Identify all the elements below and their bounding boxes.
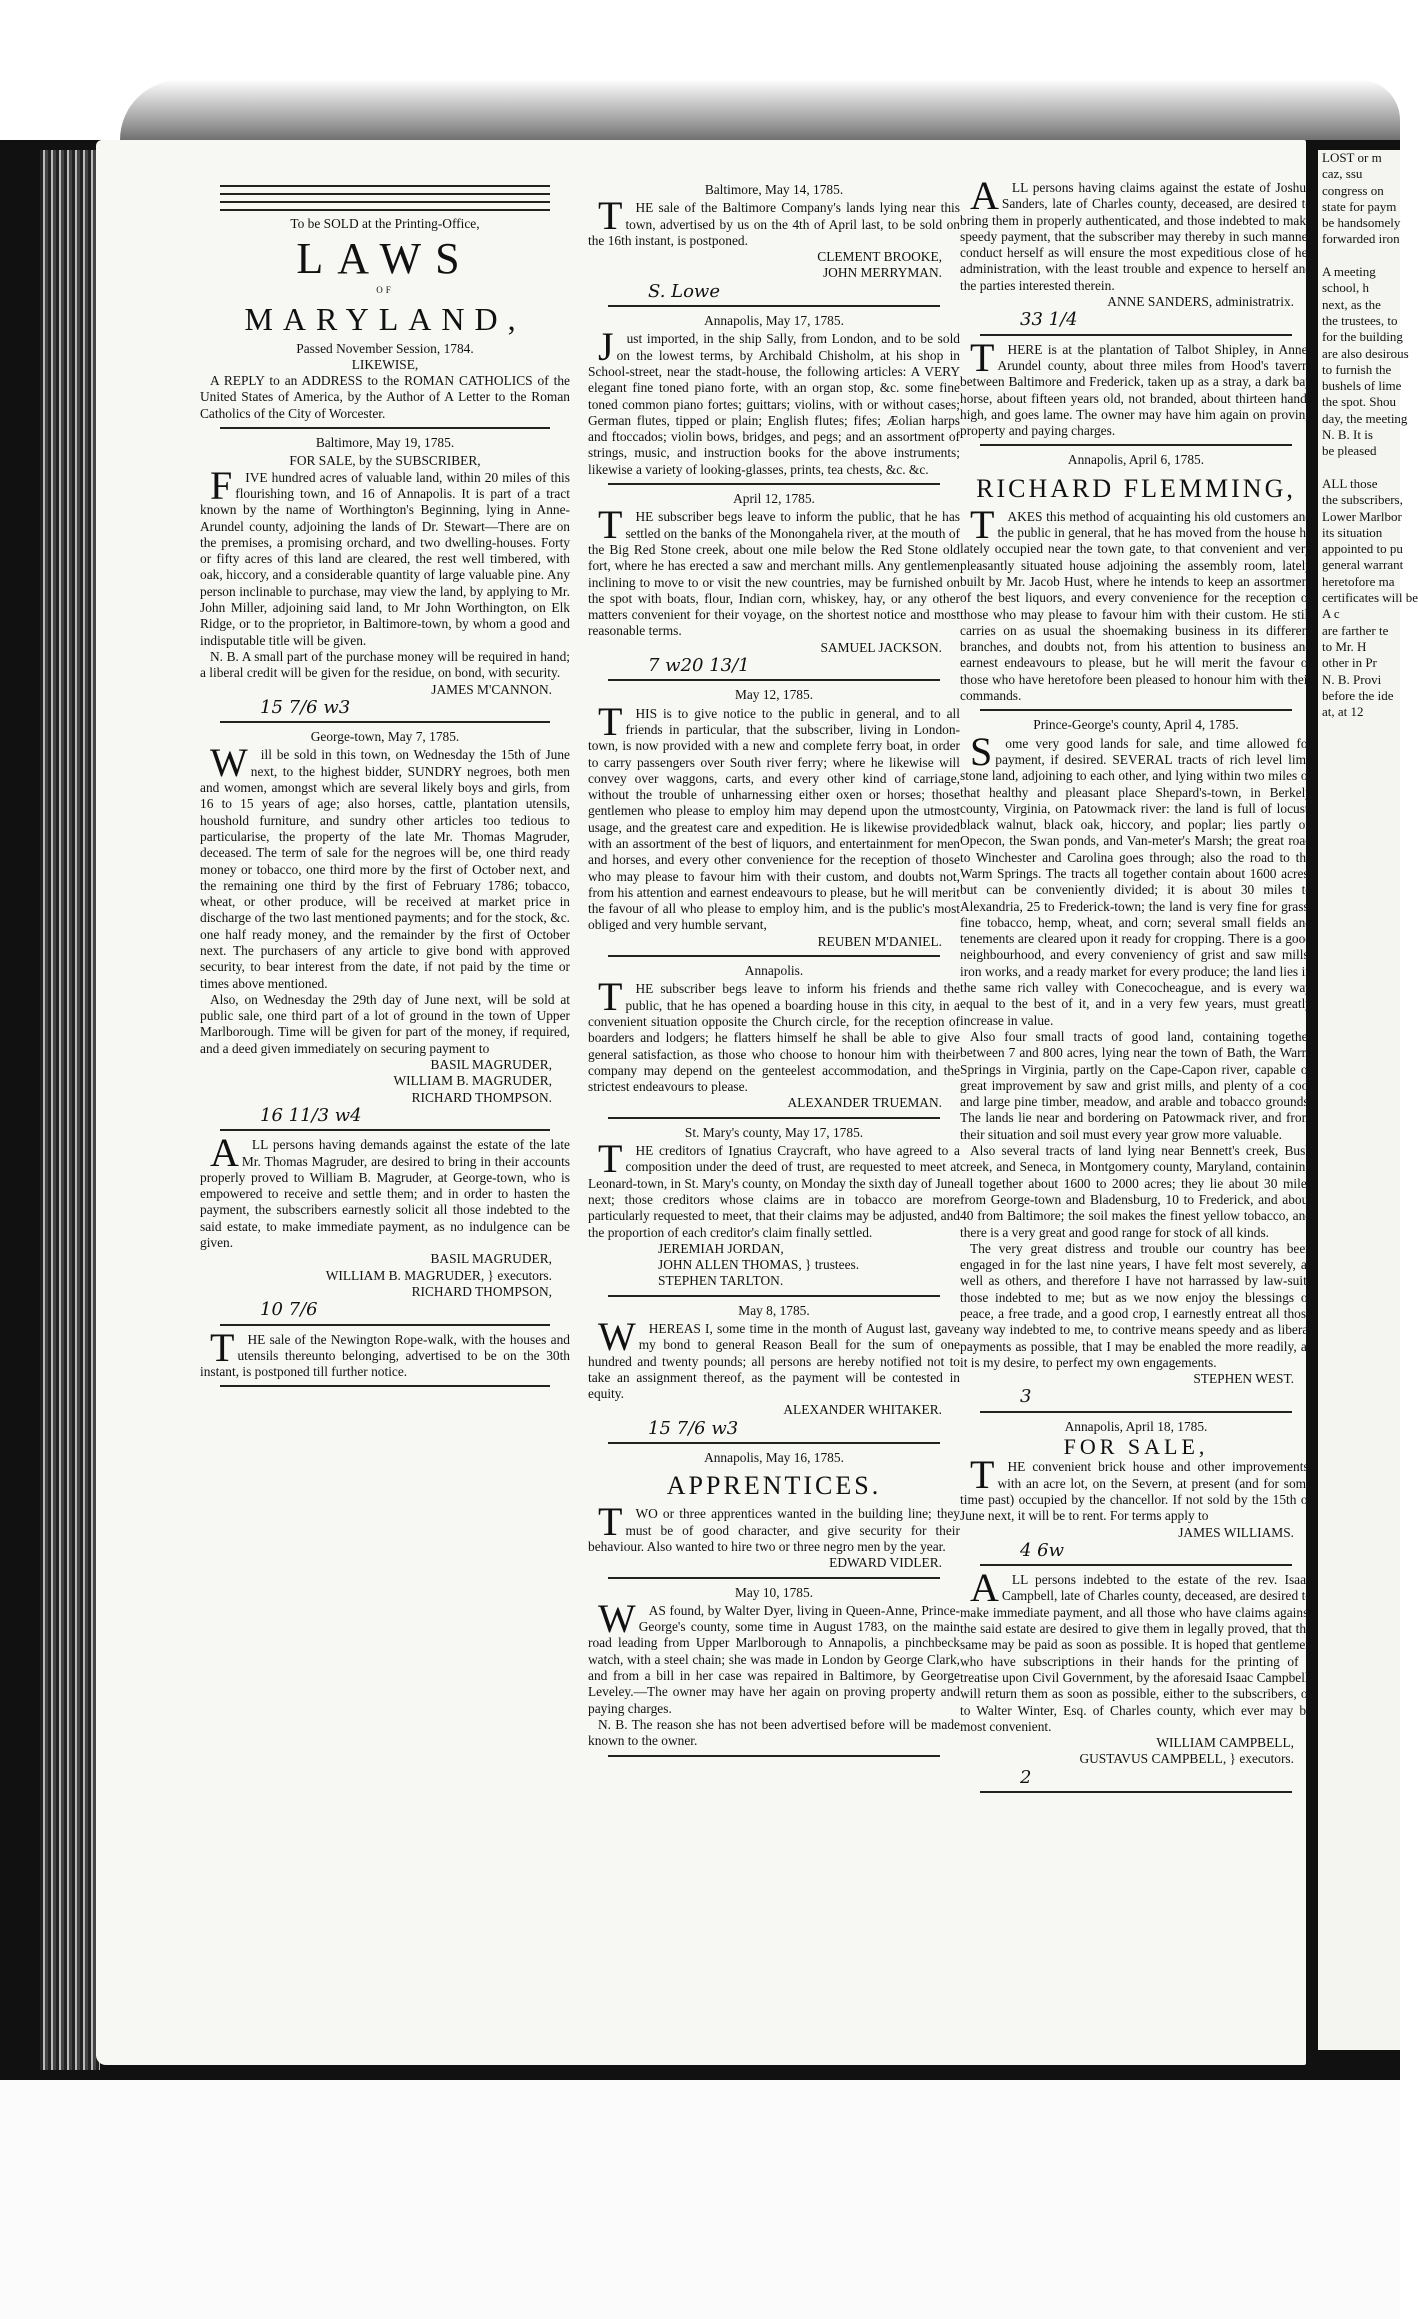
signer-name: RICHARD THOMPSON. bbox=[411, 1089, 552, 1105]
signer-name: WILLIAM B. MAGRUDER, } executors. bbox=[325, 1267, 552, 1283]
signer-name: WILLIAM B. MAGRUDER, bbox=[393, 1073, 552, 1089]
notice-body: TAKES this method of acquainting his old customers and the public in general, that he has moved from the house he lately occupied near the town gate, to that convenient and very pleasantly situated house adjoining the assembly room, lately built by Mr. Jacob Hust, where he intends to keep an assortment of the best liquors, and every convenience for the reception of those who may please to favour him with their custom. He still carries on as usual the shoemaking business in its different branches, and doubts not, from his attention to business and earnest endeavours to please, but he will merit the favour of those who have heretofore been pleased to honour him with their commands. bbox=[960, 501, 1312, 704]
rule-divider bbox=[608, 1755, 940, 1757]
facing-page-line: school, h bbox=[1322, 280, 1369, 296]
signer-name: ALEXANDER TRUEMAN. bbox=[787, 1095, 942, 1111]
rule-divider bbox=[220, 1324, 550, 1326]
dateline: Prince-George's county, April 4, 1785. bbox=[1033, 717, 1239, 733]
trustee-name: JEREMIAH JORDAN, bbox=[658, 1240, 784, 1256]
notice-body: Just imported, in the ship Sally, from London, and to be sold on the lowest terms, by Archibald Chisholm, at his shop in School-street, near the stadt-house, the following articles: A VERY elegant fine toned piano forte, with an organ stop, &c. some fine toned common piano fortes; guittars; violins, with or without cases; German flutes, tipped or plain; English flutes; fifes; Æolian harps and ftoccados; violin bows, bridges, and pegs; and an assortment of strings, music, and instruction books for the above instruments; likewise a variety of looking-glasses, prints, tea chests, &c. &c. bbox=[588, 324, 960, 477]
rule-divider bbox=[608, 1295, 940, 1297]
facing-page-line: state for paym bbox=[1322, 198, 1397, 214]
facing-page-line: other in Pr bbox=[1322, 655, 1377, 671]
notice-body: THE creditors of Ignatius Craycraft, who have agreed to a composition under the deed of trust, are requested to meet at Leonard-town, in St. Mary's county, on Monday the sixth day of June next; those creditors whose claims are in tobacco are more particularly requested to meet, that their claims may be adjusted, and the proportion of each creditor's claim finally settled. bbox=[588, 1136, 960, 1240]
maryland-title: MARYLAND, bbox=[244, 300, 526, 337]
rule-divider bbox=[980, 709, 1292, 711]
signer-name: BASIL MAGRUDER, bbox=[430, 1251, 552, 1267]
session-line: Passed November Session, 1784. bbox=[296, 340, 474, 356]
notice-body: THE sale of the Newington Rope-walk, with the houses and utensils thereunto belonging, advertised to be on the 30th instant, is postponed till further notice. bbox=[200, 1324, 570, 1380]
notice-col3-1 bbox=[960, 334, 1312, 447]
facing-page-line: forwarded iron bbox=[1322, 231, 1400, 247]
notice-extra: N. B. The reason she has not been advertised before will be made known to the owner. bbox=[588, 1716, 960, 1749]
facing-page-line bbox=[1322, 460, 1400, 476]
notice-body: Will be sold in this town, on Wednesday the 15th of June next, to the highest bidder, SUNDRY negroes, both men and women, amongst which are several likely boys and girls, from 16 to 15 years of age; also horses, cattle, plantation utensils, houshold furniture, and sundry other articles too tedious to particularise, the property of the late Mr. Thomas Magruder, deceased. The term of sale for the negroes will be, one third ready money or tobacco, one third more by the first of October next, and the remaining one third by the first of February 1786; tobacco, wheat, or other produce, will be received at market price in discharge of the two last mentioned payments; and for the stock, &c. one half ready money, and the remainder by the first of October next. The purchasers of any article to give bond with approved security, to bear interest from the date, if not paid by the time or times above mentioned. bbox=[200, 740, 570, 991]
facing-page-line: ALL those bbox=[1322, 475, 1378, 491]
likewise-line: LIKEWISE, bbox=[351, 356, 419, 372]
dateline: April 12, 1785. bbox=[733, 491, 815, 507]
rule-divider bbox=[608, 1117, 940, 1119]
notice-col3-3 bbox=[960, 717, 1312, 1412]
dateline: Annapolis, May 17, 1785. bbox=[704, 313, 844, 329]
dateline: Annapolis, April 18, 1785. bbox=[1064, 1418, 1208, 1434]
notice-body: TWO or three apprentices wanted in the building line; they must be of good character, and give security for their behaviour. Also wanted to hire two or three negro men by the year. bbox=[588, 1499, 960, 1554]
facing-page-line: LOST or m bbox=[1322, 150, 1382, 165]
facing-page-line: are farther te bbox=[1322, 622, 1389, 638]
rule-divider bbox=[980, 1564, 1292, 1566]
column-3 bbox=[960, 173, 1312, 1799]
signer-name: CLEMENT BROOKE, bbox=[817, 249, 942, 265]
trustee-name: JOHN ALLEN THOMAS, } trustees. bbox=[658, 1257, 860, 1273]
signer-name: SAMUEL JACKSON. bbox=[820, 639, 942, 655]
facing-page-text bbox=[1318, 150, 1418, 720]
handwritten-annotation: 2 bbox=[1020, 1766, 1032, 1788]
notice-col3-4 bbox=[960, 1419, 1312, 1566]
notice-body: THERE is at the plantation of Talbot Shipley, in Anne-Arundel county, about three miles from Hood's tavern, between Baltimore and Frederick, taken up as a stray, a dark bay horse, about fifteen years old, not branded, about thirteen hands high, and goes lame. The owner may have him again on proving property and paying charges. bbox=[960, 334, 1312, 439]
rule-divider bbox=[980, 1791, 1292, 1793]
rule-divider bbox=[220, 1385, 550, 1387]
signer-name: RICHARD THOMPSON, bbox=[411, 1283, 552, 1299]
facing-page-line: N. B. Provi bbox=[1322, 671, 1382, 687]
facing-page-line: its situation bbox=[1322, 524, 1383, 540]
facing-page-line: congress on bbox=[1322, 182, 1384, 198]
sold-line: To be SOLD at the Printing-Office, bbox=[290, 216, 480, 231]
rule-divider bbox=[220, 209, 550, 211]
facing-page-line: heretofore ma bbox=[1322, 573, 1395, 589]
facing-page-line: for the building bbox=[1322, 329, 1403, 345]
signer-name: STEPHEN WEST. bbox=[1193, 1371, 1294, 1387]
rule-divider bbox=[220, 1129, 550, 1131]
notice-body: THE sale of the Baltimore Company's lands lying near this town, advertised by us on the 4th of April last, to be sold on the 16th instant, is postponed. bbox=[588, 193, 960, 248]
signer-name: WILLIAM CAMPBELL, bbox=[1156, 1735, 1294, 1751]
notice-col1-4 bbox=[200, 435, 570, 723]
notice-extra: N. B. A small part of the purchase money will be required in hand; a liberal credit will be given for the residue, on bond, with security. bbox=[200, 648, 570, 681]
signer-name: ANNE SANDERS, administratrix. bbox=[1107, 294, 1294, 310]
book-binding bbox=[40, 150, 100, 2070]
notice-col2-1 bbox=[588, 313, 960, 485]
notice-body: THIS is to give notice to the public in general, and to all friends in particular, that the subscriber, living in London-town, is now provided with a new and complete ferry boat, in order to carry passengers over South river ferry; where he likewise will convey over waggons, carts, and every other kind of carriage, without the trouble of unharnessing either oxen or horses; those gentlemen who please to employ him may depend upon the utmost usage, and the greatest care and expedition. He is likewise provided with an assortment of the best of liquors, and entertainment for men and horses, and every other convenience for the reception of those who may please to favour him with their custom, and doubts not, from his attention and earnest endeavours to please, but he will merit the favour of all who please to employ him, and is the public's most obliged and very humble servant, bbox=[588, 698, 960, 933]
handwritten-annotation: 7 w20 13/1 bbox=[648, 655, 750, 677]
dateline: Annapolis, April 6, 1785. bbox=[1067, 452, 1205, 468]
dateline: Annapolis, May 16, 1785. bbox=[704, 1450, 844, 1466]
facing-page-line: the trustees, to bbox=[1322, 312, 1398, 328]
facing-page-line: N. B. It is bbox=[1322, 427, 1373, 443]
handwritten-annotation: 33 1/4 bbox=[1020, 309, 1078, 331]
notice-body: WHEREAS I, some time in the month of August last, gave my bond to general Reason Beall for the sum of one hundred and twenty pounds; all persons are hereby notified not to take an assignment thereof, as the payment will be contested in equity. bbox=[588, 1314, 960, 1402]
rule-divider bbox=[980, 1411, 1292, 1413]
notice-col3-5 bbox=[960, 1565, 1312, 1793]
notice-heading: APPRENTICES. bbox=[666, 1471, 882, 1501]
rule-divider bbox=[608, 955, 940, 957]
signer-name: JOHN MERRYMAN. bbox=[822, 265, 942, 281]
handwritten-annotation: 10 7/6 bbox=[260, 1299, 318, 1321]
dateline: St. Mary's county, May 17, 1785. bbox=[684, 1124, 864, 1140]
handwritten-annotation: S. Lowe bbox=[648, 280, 720, 302]
dateline: Baltimore, May 14, 1785. bbox=[704, 182, 844, 197]
notice-body: Some very good lands for sale, and time allowed for payment, if desired. SEVERAL tracts of rich level lime stone land, adjoining to each other, and lying within two miles of that healthy and pleasant place Shepard's-town, in Berkely county, Virginia, on Patowmack river: the land is full of locust, black walnut, black oak, hiccory, and poplar; lies partly on Opecon, the Swan ponds, and Van-meter's Marsh; the great road to Winchester and Carolina goes through; also the road to the Warm Springs. The tracts all together contain about 1600 acres, but can be conveniently divided; it is about 30 miles to Alexandria, 25 to Frederick-town; the land is very fine for grass, fine tobacco, hemp, wheat, and corn; several small fields and tenements are cleared upon it ready for cropping. There is a good neighbourhood, and every conveniency of grist and saw mills, iron works, and a ready market for every produce; the land lies in the same rich valley with Conecocheague, and is every way equal to the best of it, and in a very few years, must greatly increase in value. bbox=[960, 728, 1312, 1028]
notice-body: ALL persons indebted to the estate of the rev. Isaac Campbell, late of Charles county, deceased, are desired to make immediate payment, and all those who have claims against the said estate are desired to give them in legally proved, that the same may be paid as soon as possible. It is hoped that gentlemen who have subscriptions in their hands for the printing of a treatise upon Civil Government, by the aforesaid Isaac Campbell, will return them as soon as possible, either to the subscribers, or to Walter Winter, Esq. of Charles county, which ever may be most convenient. bbox=[960, 1565, 1312, 1734]
facing-page-line: are also desirous bbox=[1322, 345, 1409, 361]
facing-page-line: A c bbox=[1322, 606, 1340, 622]
dateline: George-town, May 7, 1785. bbox=[310, 729, 460, 745]
dateline: May 8, 1785. bbox=[738, 1302, 810, 1318]
laws-title: LAWS bbox=[296, 234, 474, 284]
reply-text: A REPLY to an ADDRESS to the ROMAN CATHOLICS of the United States of America, by the Author of A Letter to the Roman Catholics of the City of Worcester. bbox=[200, 373, 570, 421]
notice-col2-7 bbox=[588, 1450, 960, 1578]
notice-col2-3 bbox=[588, 687, 960, 957]
facing-page-line: A meeting bbox=[1322, 264, 1376, 280]
handwritten-annotation: 4 6w bbox=[1020, 1539, 1065, 1561]
facing-page-line: certificates will be bbox=[1322, 590, 1418, 606]
notice-extra2: Also several tracts of land lying near Bennett's creek, Bush creek, and Seneca, in Montgomery county, Maryland, containing all together about 1600 to 2000 acres; they lie about 30 miles from George-town and Bladensburg, 10 to Frederick, and about 40 from Baltimore; the soil makes the finest yellow tobacco, and there is a very great and good range for stock of all kinds. bbox=[960, 1143, 1312, 1240]
facing-page-strip bbox=[1318, 150, 1418, 2050]
notice-col2-0 bbox=[588, 182, 960, 307]
rule-divider bbox=[220, 185, 550, 187]
facing-page-line: the subscribers, bbox=[1322, 492, 1403, 508]
notice-col2-6 bbox=[588, 1303, 960, 1444]
rule-divider bbox=[980, 444, 1292, 446]
notice-body: THE convenient brick house and other improvements, with an acre lot, on the Severn, at present (and for some time past) occupied by the chancellor. If not sold by the 15th of June next, it will be to rent. For terms apply to bbox=[960, 1452, 1312, 1524]
facing-page-line: Lower Marlbor bbox=[1322, 508, 1402, 524]
notice-col2-8 bbox=[588, 1585, 960, 1757]
facing-page-line: next, as the bbox=[1322, 296, 1381, 312]
facing-page-line: be handsomely bbox=[1322, 215, 1401, 231]
notice-heading: FOR SALE, by the SUBSCRIBER, bbox=[289, 453, 481, 469]
handwritten-annotation: 3 bbox=[1020, 1386, 1032, 1408]
rule-divider bbox=[608, 483, 940, 485]
notice-body: ALL persons having demands against the estate of the late Mr. Thomas Magruder, are desired to bring in their accounts properly proved to William B. Magruder, at George-town, who is empowered to receive and settle them; and in order to hasten the payment, the subscribers earnestly solicit all those indebted to the said estate, to make immediate payment, as no indulgence can be given. bbox=[200, 1130, 570, 1251]
notice-col1-3 bbox=[200, 209, 570, 429]
handwritten-annotation: 15 7/6 w3 bbox=[648, 1417, 739, 1439]
facing-page-line: the spot. Shou bbox=[1322, 394, 1397, 410]
notice-heading: FOR SALE, bbox=[1063, 1434, 1209, 1460]
trustee-name: STEPHEN TARLTON. bbox=[658, 1273, 784, 1289]
dateline: Baltimore, May 19, 1785. bbox=[315, 435, 455, 451]
notice-col1-6 bbox=[200, 1130, 570, 1325]
signer-name: GUSTAVUS CAMPBELL, } executors. bbox=[1079, 1751, 1294, 1767]
handwritten-annotation: 15 7/6 w3 bbox=[260, 696, 351, 718]
rule-divider bbox=[608, 305, 940, 307]
notice-col2-4 bbox=[588, 963, 960, 1119]
facing-page-line: to Mr. H bbox=[1322, 638, 1367, 654]
signer-name: REUBEN M'DANIEL. bbox=[817, 933, 942, 949]
notice-extra: Also, on Wednesday the 29th day of June next, will be sold at public sale, one third part of a lot of ground in the town of Upper Marlborough. Time will be given for part of the money, if required, and a deed given immediately on securing payment to bbox=[200, 991, 570, 1056]
facing-page-line: at, at 12 bbox=[1322, 704, 1364, 720]
facing-page-line: be pleased bbox=[1322, 443, 1377, 459]
dateline: Annapolis. bbox=[744, 963, 804, 979]
rule-divider bbox=[608, 679, 940, 681]
facing-page-line: to furnish the bbox=[1322, 361, 1392, 377]
notice-heading: RICHARD FLEMMING, bbox=[976, 473, 1296, 503]
facing-page-line: bushels of lime bbox=[1322, 378, 1402, 394]
notice-body: THE subscriber begs leave to inform the public, that he has settled on the banks of the Monongahela river, at the mouth of the Big Red Stone creek, about one mile below the Red Stone old fort, where he has erected a saw and merchant mills. Any gentlemen inclining to move to or visit the new countries, may be furnished on the spot with boats, flour, Indian corn, whiskey, hay, or any other matters convenient for their voyage, on the shortest notice and most reasonable terms. bbox=[588, 502, 960, 639]
of-word: OF bbox=[376, 285, 394, 296]
signer-name: JAMES M'CANNON. bbox=[431, 681, 552, 697]
notice-col1-2 bbox=[200, 201, 570, 203]
notice-col2-2 bbox=[588, 491, 960, 681]
rule-divider bbox=[220, 193, 550, 195]
notice-col3-0 bbox=[960, 173, 1312, 336]
notice-body: ALL persons having claims against the estate of Joshua Sanders, late of Charles county, deceased, are desired to bring them in properly authenticated, and those indebted to make speedy payment, that the subscriber may thereby in such manner conduct herself as will ensure the most expeditious close of her administration, with the least trouble and expence to herself and the parties interested therein. bbox=[960, 173, 1312, 293]
facing-page-line: day, the meeting bbox=[1322, 410, 1408, 426]
notice-col1-7 bbox=[200, 1324, 570, 1388]
facing-page-line: appointed to pu bbox=[1322, 541, 1403, 557]
notice-extra: Also four small tracts of good land, containing together between 7 and 800 acres, lying near the town of Bath, the Warm Springs in Virginia, partly on the Cape-Capon river, capable of great improvement by saw and grist mills, and plenty of a cool and large pine timber, meadow, and arable and tobacco grounds. The lands lie near and bordering on Patowmack river, and from their situation and soil must every year grow more valuable. bbox=[960, 1028, 1312, 1142]
notice-col1-0 bbox=[200, 185, 570, 187]
signer-name: JAMES WILLIAMS. bbox=[1178, 1524, 1294, 1540]
rule-divider bbox=[608, 1442, 940, 1444]
notice-body: WAS found, by Walter Dyer, living in Queen-Anne, Prince-George's county, some time in August 1783, on the main road leading from Upper Marlborough to Annapolis, a pinchbeck watch, with a steel chain; she was made in London by George Clark, and from a bill in her case was repaired in Baltimore, by George Leveley.—The owner may have her again on proving property and paying charges. bbox=[588, 1595, 960, 1716]
signer-name: BASIL MAGRUDER, bbox=[430, 1057, 552, 1073]
rule-divider bbox=[608, 1577, 940, 1579]
handwritten-annotation: 16 11/3 w4 bbox=[260, 1104, 362, 1126]
facing-page-line: caz, ssu bbox=[1322, 166, 1363, 182]
rule-divider bbox=[220, 427, 550, 429]
notice-extra3: The very great distress and trouble our country has been engaged in for the last nine years, I have felt most severely, as well as others, and therefore I have not harrassed by law-suits those indebted to me; but as we now enjoy the blessings of peace, a free trade, and a good crop, I earnestly entreat all those any way indebted to me, to contrive means speedy and as liberal payments as possible, that I may be enabled the more readily, as it is my desire, to perfect my own engagements. bbox=[960, 1240, 1312, 1370]
notice-col2-5 bbox=[588, 1125, 960, 1297]
dateline: May 10, 1785. bbox=[734, 1584, 814, 1600]
column-2 bbox=[588, 180, 960, 1763]
facing-page-line: before the ide bbox=[1322, 687, 1394, 703]
notice-body: THE subscriber begs leave to inform his friends and the public, that he has opened a boarding house in this city, in a convenient situation opposite the Church circle, for the reception of boarders and lodgers; he flatters himself he shall be able to give general satisfaction, as those who choose to honour him with their company may depend on the genteelest accommodation, and the strictest endeavours to please. bbox=[588, 974, 960, 1095]
notice-col1-5 bbox=[200, 729, 570, 1131]
notice-body: FIVE hundred acres of valuable land, within 20 miles of this flourishing town, and 16 of Annapolis. It is part of a tract known by the name of Worthington's Beginning, lying in Anne-Arundel county, adjoining the lands of Dr. Stewart—There are on the premises, a promising orchard, and two dwelling-houses. Forty or fifty acres of this land are cleared, the rest well timbered, with oak, hiccory, and a considerable quantity of large valuable pine. Any person inclinable to purchase, may view the land, by applying to Mr. John Miller, adjoining said land, to Mr John Worthington, on Elk Ridge, or to the proprietor, in Baltimore-town, by whom a good and indisputable title will be given. bbox=[200, 462, 570, 648]
facing-page-line: general warrant bbox=[1322, 557, 1404, 573]
rule-divider bbox=[220, 201, 550, 203]
rule-divider bbox=[220, 721, 550, 723]
rule-divider bbox=[980, 334, 1292, 336]
scanner-background bbox=[0, 2080, 1400, 2319]
signer-name: EDWARD VIDLER. bbox=[829, 1555, 942, 1571]
column-1 bbox=[200, 180, 570, 1393]
notice-col3-2 bbox=[960, 452, 1312, 711]
dateline: May 12, 1785. bbox=[734, 687, 814, 703]
facing-page-line bbox=[1322, 248, 1400, 264]
signer-name: ALEXANDER WHITAKER. bbox=[783, 1402, 942, 1418]
notice-col1-1 bbox=[200, 193, 570, 195]
